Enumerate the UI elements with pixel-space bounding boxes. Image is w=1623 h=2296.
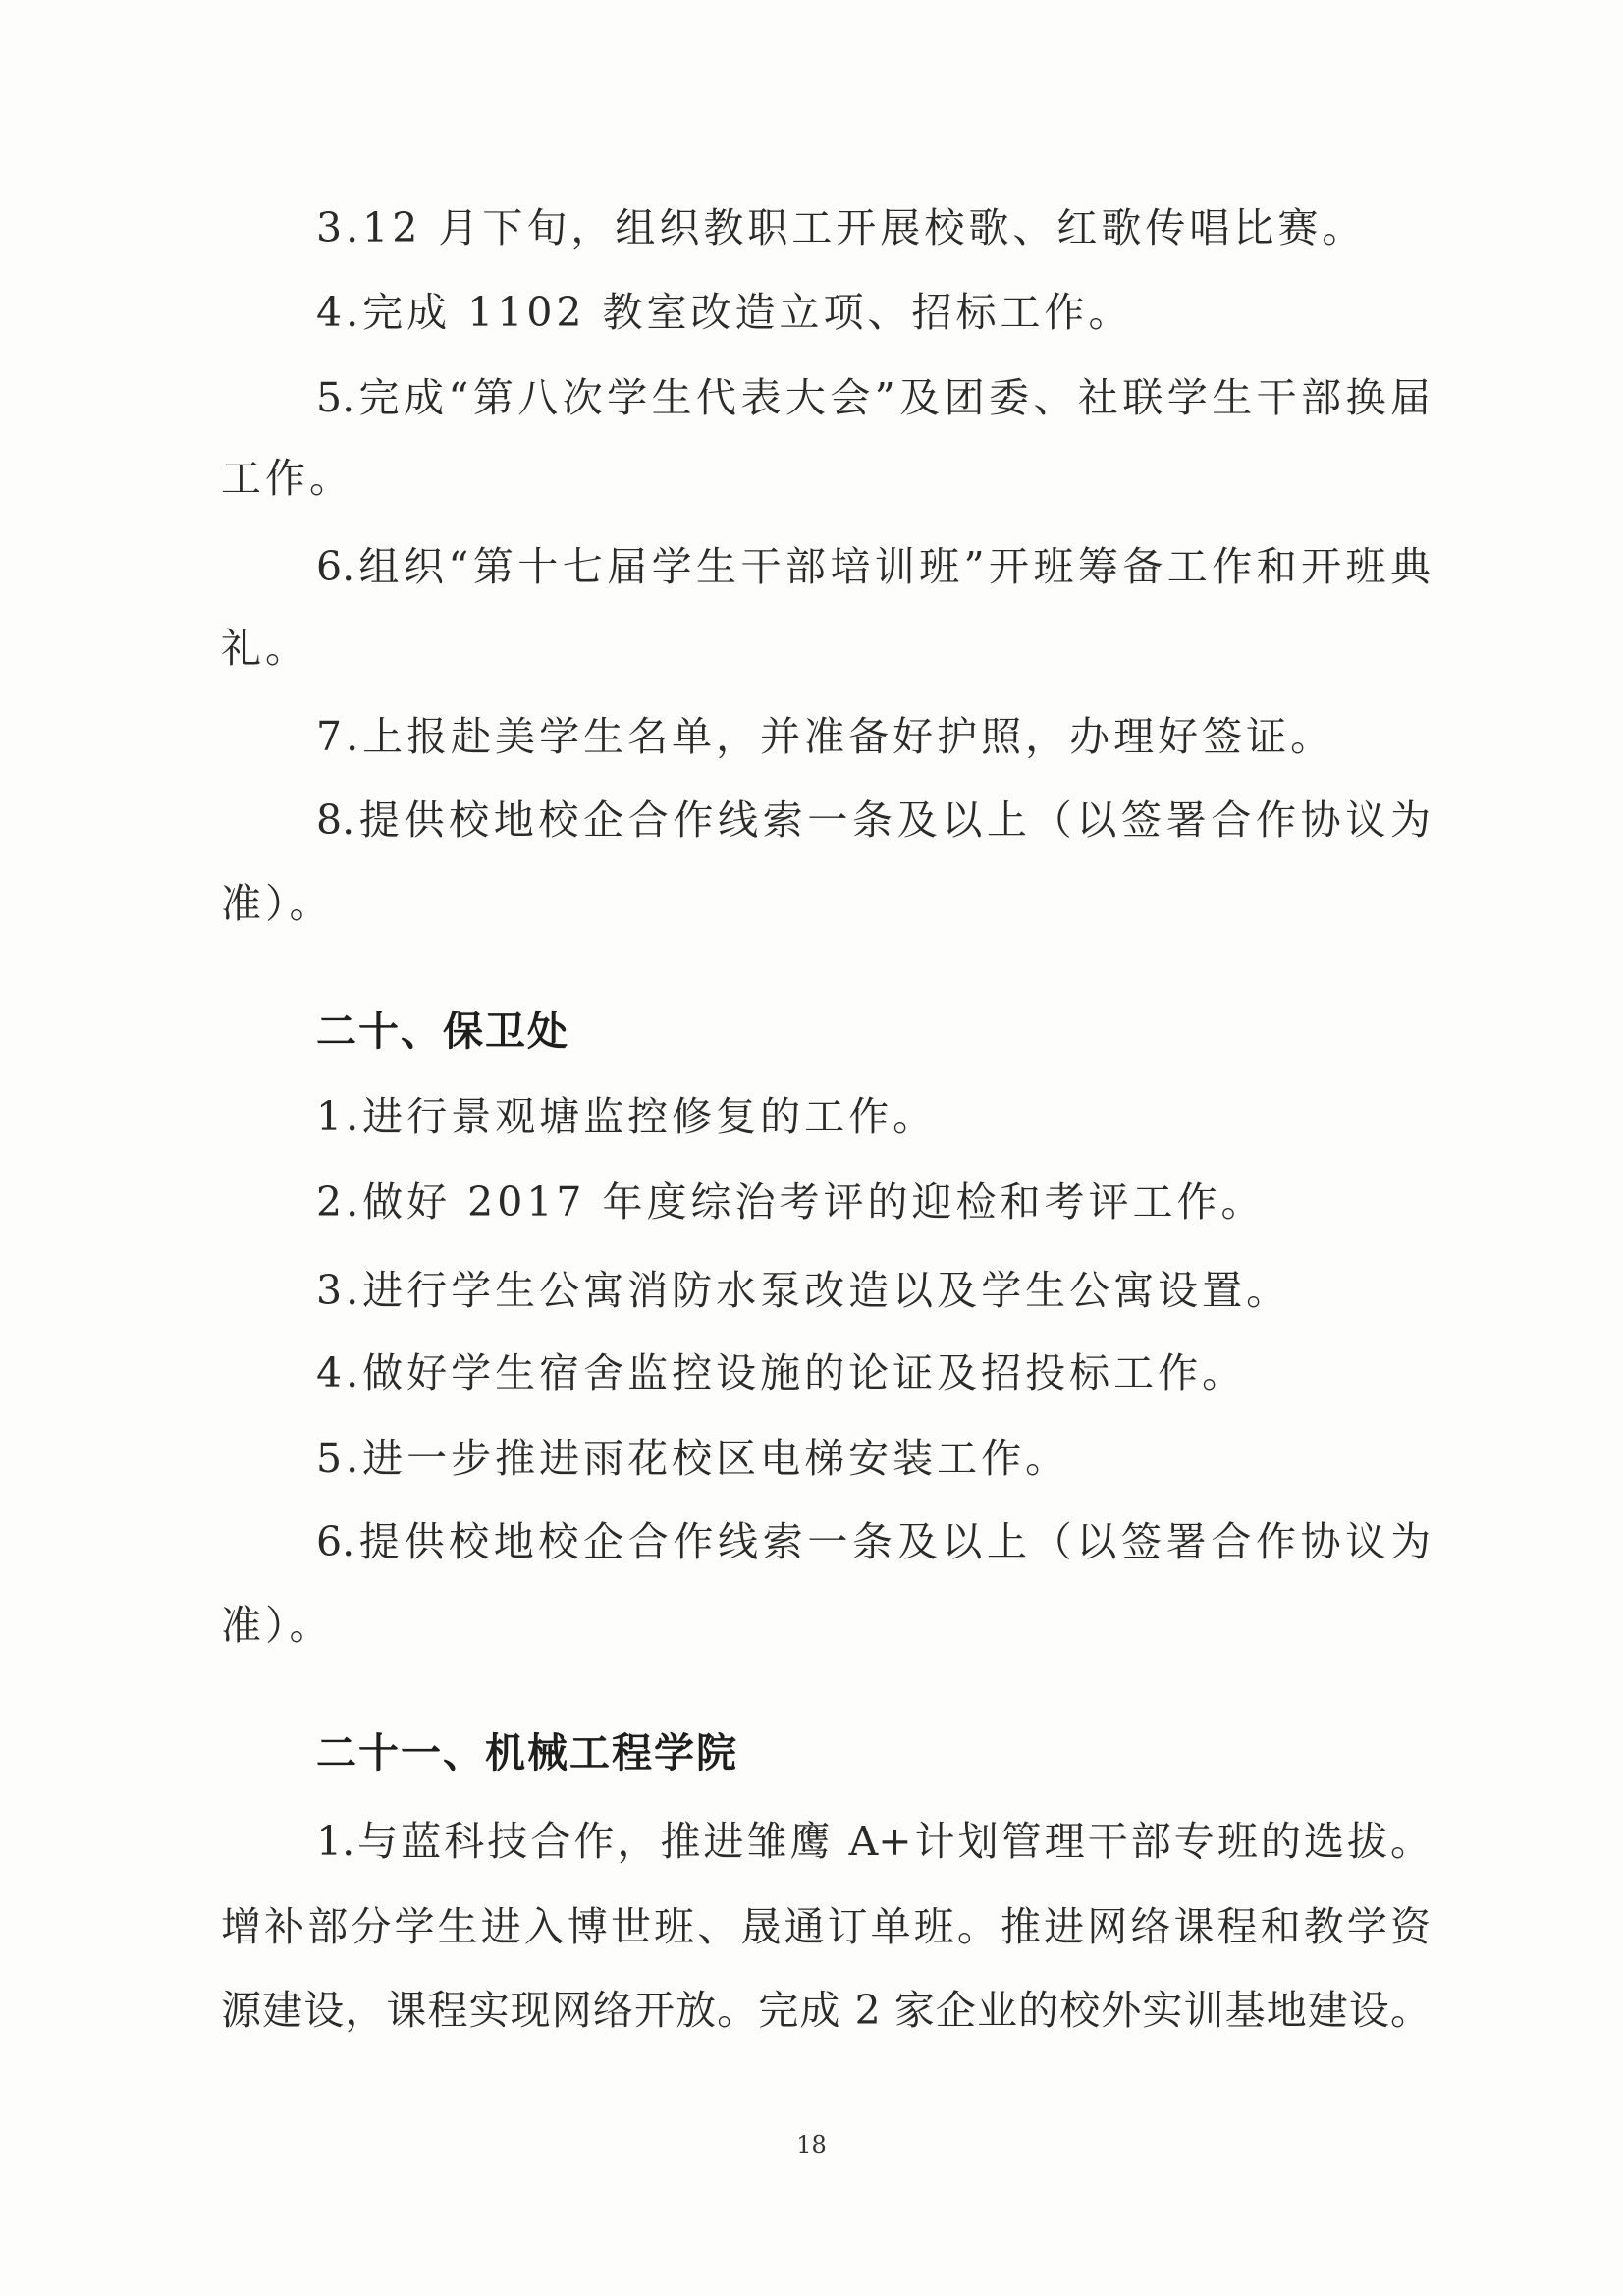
list-item: 1.与蓝科技合作，推进雏鹰 A+计划管理干部专班的选拔。 — [316, 1818, 1431, 1865]
list-item-continuation: 准）。 — [221, 1602, 334, 1649]
list-item: 3.进行学生公寓消防水泵改造以及学生公寓设置。 — [316, 1267, 1291, 1314]
list-item: 3.12 月下旬，组织教职工开展校歌、红歌传唱比赛。 — [316, 204, 1367, 251]
list-item: 4.做好学生宿舍监控设施的论证及招投标工作。 — [316, 1349, 1247, 1396]
list-item-continuation: 准）。 — [221, 880, 334, 927]
list-item: 4.完成 1102 教室改造立项、招标工作。 — [316, 289, 1133, 336]
list-item-continuation: 增补部分学生进入博世班、晟通订单班。推进网络课程和教学资 — [221, 1903, 1431, 1950]
section-heading: 二十、保卫处 — [316, 1008, 569, 1055]
list-item: 5.进一步推进雨花校区电梯安装工作。 — [316, 1435, 1070, 1482]
section-heading: 二十一、机械工程学院 — [316, 1729, 738, 1777]
page-number: 18 — [796, 2131, 827, 2159]
list-item: 6.组织“第十七届学生干部培训班”开班筹备工作和开班典 — [316, 543, 1431, 590]
list-item-continuation: 工作。 — [221, 455, 353, 502]
list-item: 8.提供校地校企合作线索一条及以上（以签署合作协议为 — [316, 796, 1431, 844]
list-item: 2.做好 2017 年度综治考评的迎检和考评工作。 — [316, 1178, 1266, 1226]
list-item-continuation: 礼。 — [221, 625, 309, 672]
list-item-continuation: 源建设，课程实现网络开放。完成 2 家企业的校外实训基地建设。 — [221, 1987, 1431, 2034]
list-item: 7.上报赴美学生名单，并准备好护照，办理好签证。 — [316, 713, 1335, 760]
list-item: 6.提供校地校企合作线索一条及以上（以签署合作协议为 — [316, 1518, 1431, 1565]
list-item: 1.进行景观塘监控修复的工作。 — [316, 1093, 938, 1140]
list-item: 5.完成“第八次学生代表大会”及团委、社联学生干部换届 — [316, 374, 1431, 421]
